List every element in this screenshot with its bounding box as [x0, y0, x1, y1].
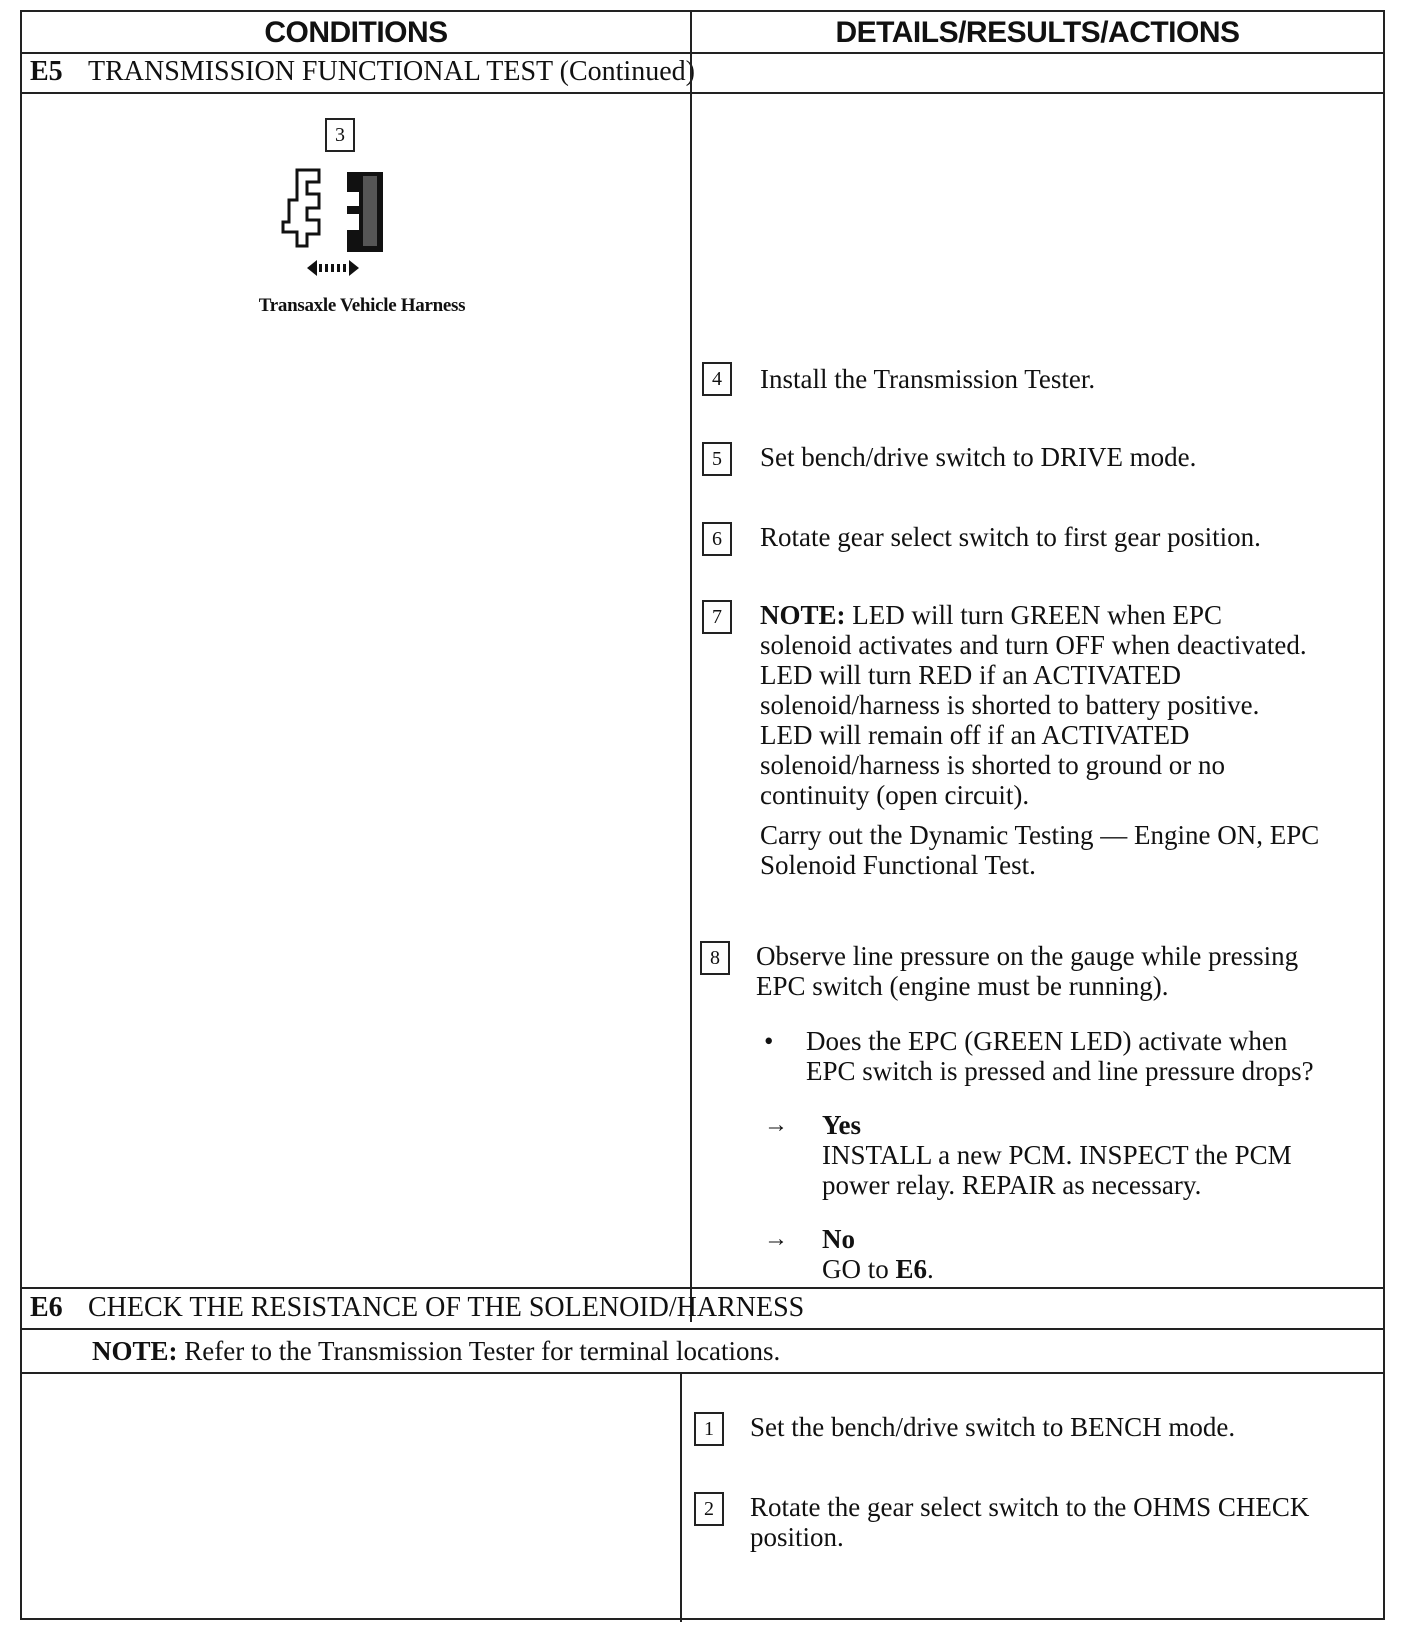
connector-icon [277, 160, 407, 285]
question-line: Does the EPC (GREEN LED) activate when [806, 1026, 1288, 1056]
arrow-right-icon: → [764, 1226, 788, 1252]
step-text: Install the Transmission Tester. [760, 364, 1096, 394]
column-divider [690, 92, 692, 1322]
e5-title: TRANSMISSION FUNCTIONAL TEST (Continued) [88, 56, 695, 87]
yes-label: Yes [822, 1110, 861, 1140]
e6-title: CHECK THE RESISTANCE OF THE SOLENOID/HARNESS [88, 1292, 805, 1323]
step-line: Rotate the gear select switch to the OHMS CHECK [750, 1492, 1310, 1522]
column-divider [690, 12, 692, 92]
diagnostic-table [20, 10, 1385, 1620]
step-text: Rotate gear select switch to first gear position. [760, 522, 1261, 552]
note-line: LED will turn GREEN when EPC [845, 600, 1222, 630]
divider [22, 1328, 1383, 1330]
yes-line: INSTALL a new PCM. INSPECT the PCM [822, 1140, 1292, 1170]
step-number: 4 [702, 362, 732, 396]
details-header: DETAILS/RESULTS/ACTIONS [835, 16, 1240, 49]
step-text [750, 1492, 1370, 1552]
step-text: Carry out the Dynamic Testing — Engine ON, EPC [760, 820, 1320, 850]
figure-caption: Transaxle Vehicle Harness [258, 295, 466, 316]
e6-heading [30, 1292, 804, 1324]
note-line: solenoid/harness is shorted to ground or no [760, 750, 1225, 780]
arrow-right-icon: → [764, 1112, 788, 1138]
no-line [822, 1254, 1382, 1284]
divider [22, 92, 1383, 94]
note-line: continuity (open circuit). [760, 780, 1030, 810]
step-text: Solenoid Functional Test. [760, 850, 1036, 880]
conditions-header: CONDITIONS [264, 16, 448, 49]
step-number: 7 [702, 600, 732, 634]
divider [22, 1372, 1383, 1374]
divider [22, 1287, 1383, 1289]
step-number: 1 [694, 1412, 724, 1446]
bullet-icon: • [764, 1026, 774, 1056]
note-line: LED will turn RED if an ACTIVATED [760, 660, 1181, 690]
yes-line: power relay. REPAIR as necessary. [822, 1170, 1202, 1200]
step-number: 2 [694, 1492, 724, 1526]
e6-code: E6 [30, 1292, 63, 1323]
divider [22, 52, 1383, 54]
step-text [756, 941, 1366, 1001]
column-divider [680, 1372, 682, 1622]
step-number: 3 [325, 118, 355, 152]
step-line: EPC switch (engine must be running). [756, 971, 1169, 1001]
note-line: solenoid/harness is shorted to battery positive. [760, 690, 1260, 720]
no-suffix: . [927, 1254, 934, 1284]
no-target: E6 [895, 1254, 928, 1284]
step-note [760, 600, 1370, 880]
note-line: solenoid activates and turn OFF when deactivated. [760, 630, 1307, 660]
step-number: 8 [700, 941, 730, 975]
e5-heading [30, 56, 695, 88]
question-line: EPC switch is pressed and line pressure drops? [806, 1056, 1314, 1086]
e5-code: E5 [30, 56, 63, 87]
step-number: 5 [702, 442, 732, 476]
note-label: NOTE: [92, 1336, 178, 1366]
step-number: 6 [702, 522, 732, 556]
note-line: LED will remain off if an ACTIVATED [760, 720, 1190, 750]
step-line: Observe line pressure on the gauge while pressing [756, 941, 1299, 971]
note-label: NOTE: [760, 600, 846, 630]
no-prefix: GO to [822, 1254, 896, 1284]
step-text: Set bench/drive switch to DRIVE mode. [760, 442, 1197, 472]
note-text: Refer to the Transmission Tester for terminal locations. [177, 1336, 781, 1366]
e6-note [92, 1336, 780, 1367]
step-text: Set the bench/drive switch to BENCH mode. [750, 1412, 1236, 1442]
no-label: No [822, 1224, 855, 1254]
step-line: position. [750, 1522, 844, 1552]
